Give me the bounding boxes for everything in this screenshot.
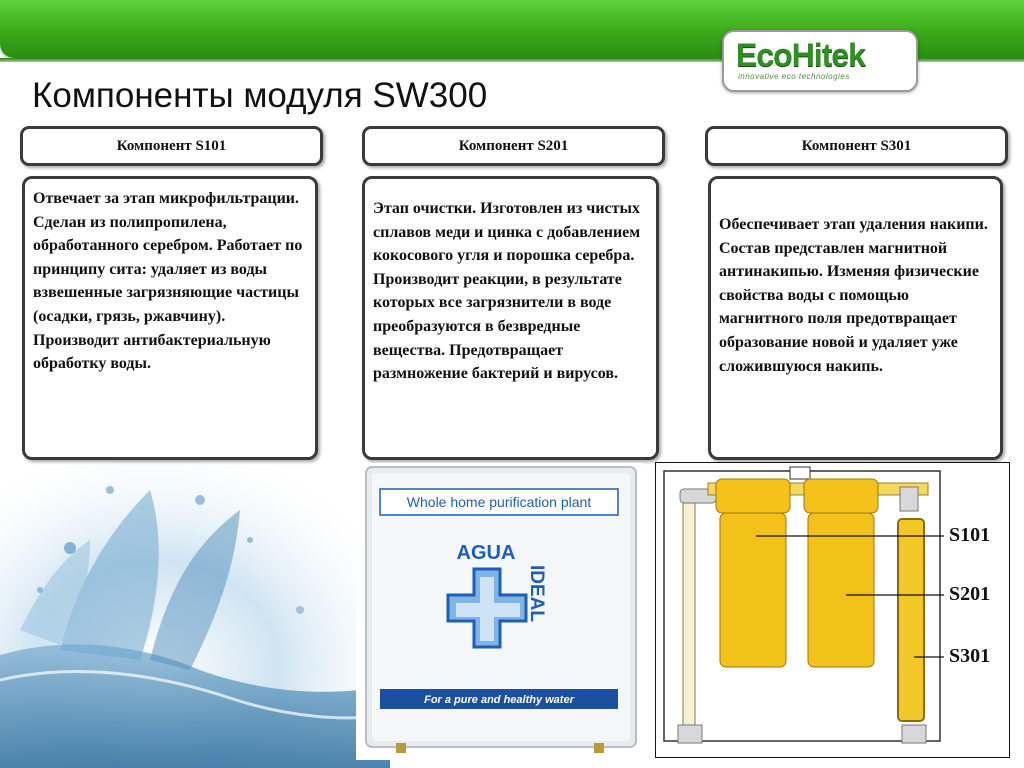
filter-assembly-photo [655, 462, 1010, 758]
component-s201-description: Этап очистки. Изготовлен из чистых сплавов меди и цинка с добавлением кокосового угля и порошка серебра. Производит реакции, в результате которых все загрязнители в воде преобразуются в безвредные вещества. Предотвращает размножение бактерий и вирусов. [373, 200, 641, 383]
component-s301-description-box [708, 176, 1003, 460]
plant-slogan: For a pure and healthy water [424, 694, 574, 706]
component-s301-title: Компонент S301 [801, 137, 912, 154]
component-s101-description-box [22, 176, 318, 460]
filter-label-s301: S301 [949, 645, 991, 667]
component-s301-header [705, 126, 1008, 166]
component-s201-title: Компонент S201 [458, 137, 569, 154]
page-title: Компоненты модуля SW300 [32, 76, 488, 115]
plant-banner-text: Whole home purification plant [406, 494, 592, 510]
component-s201-header [362, 126, 665, 166]
component-s301-description: Обеспечивает этап удаления накипи. Состав представлен магнитной антинакипью. Изменяя физические свойства воды с помощью магнитного поля предотвращает образование новой и удаляет уже сложившуюся накипь. [719, 216, 988, 375]
plant-brand-agua: AGUA [456, 542, 516, 564]
logo-tagline: innovative eco technologies [738, 72, 850, 81]
component-s101-description: Отвечает за этап микрофильтрации. Сделан из полипропилена, обработанного серебром. Работает по принципу сита: удаляет из воды взвешенные загрязняющие частицы (осадки, грязь, ржавчину). Производит антибактериальную обработку воды. [33, 190, 303, 373]
logo-wordmark: EcoHitek [736, 37, 865, 73]
water-splash-image [0, 430, 390, 768]
plant-brand-ideal: IDEAL [526, 565, 547, 622]
ecohitek-logo [722, 30, 918, 92]
filter-assembly-illustration [656, 463, 1009, 757]
filter-label-s101: S101 [949, 524, 991, 546]
purification-plant-photo [356, 463, 643, 760]
component-s101-header [20, 126, 323, 166]
filter-label-s201: S201 [949, 583, 991, 605]
component-s201-description-box [362, 176, 659, 460]
component-s101-title: Компонент S101 [116, 137, 227, 154]
